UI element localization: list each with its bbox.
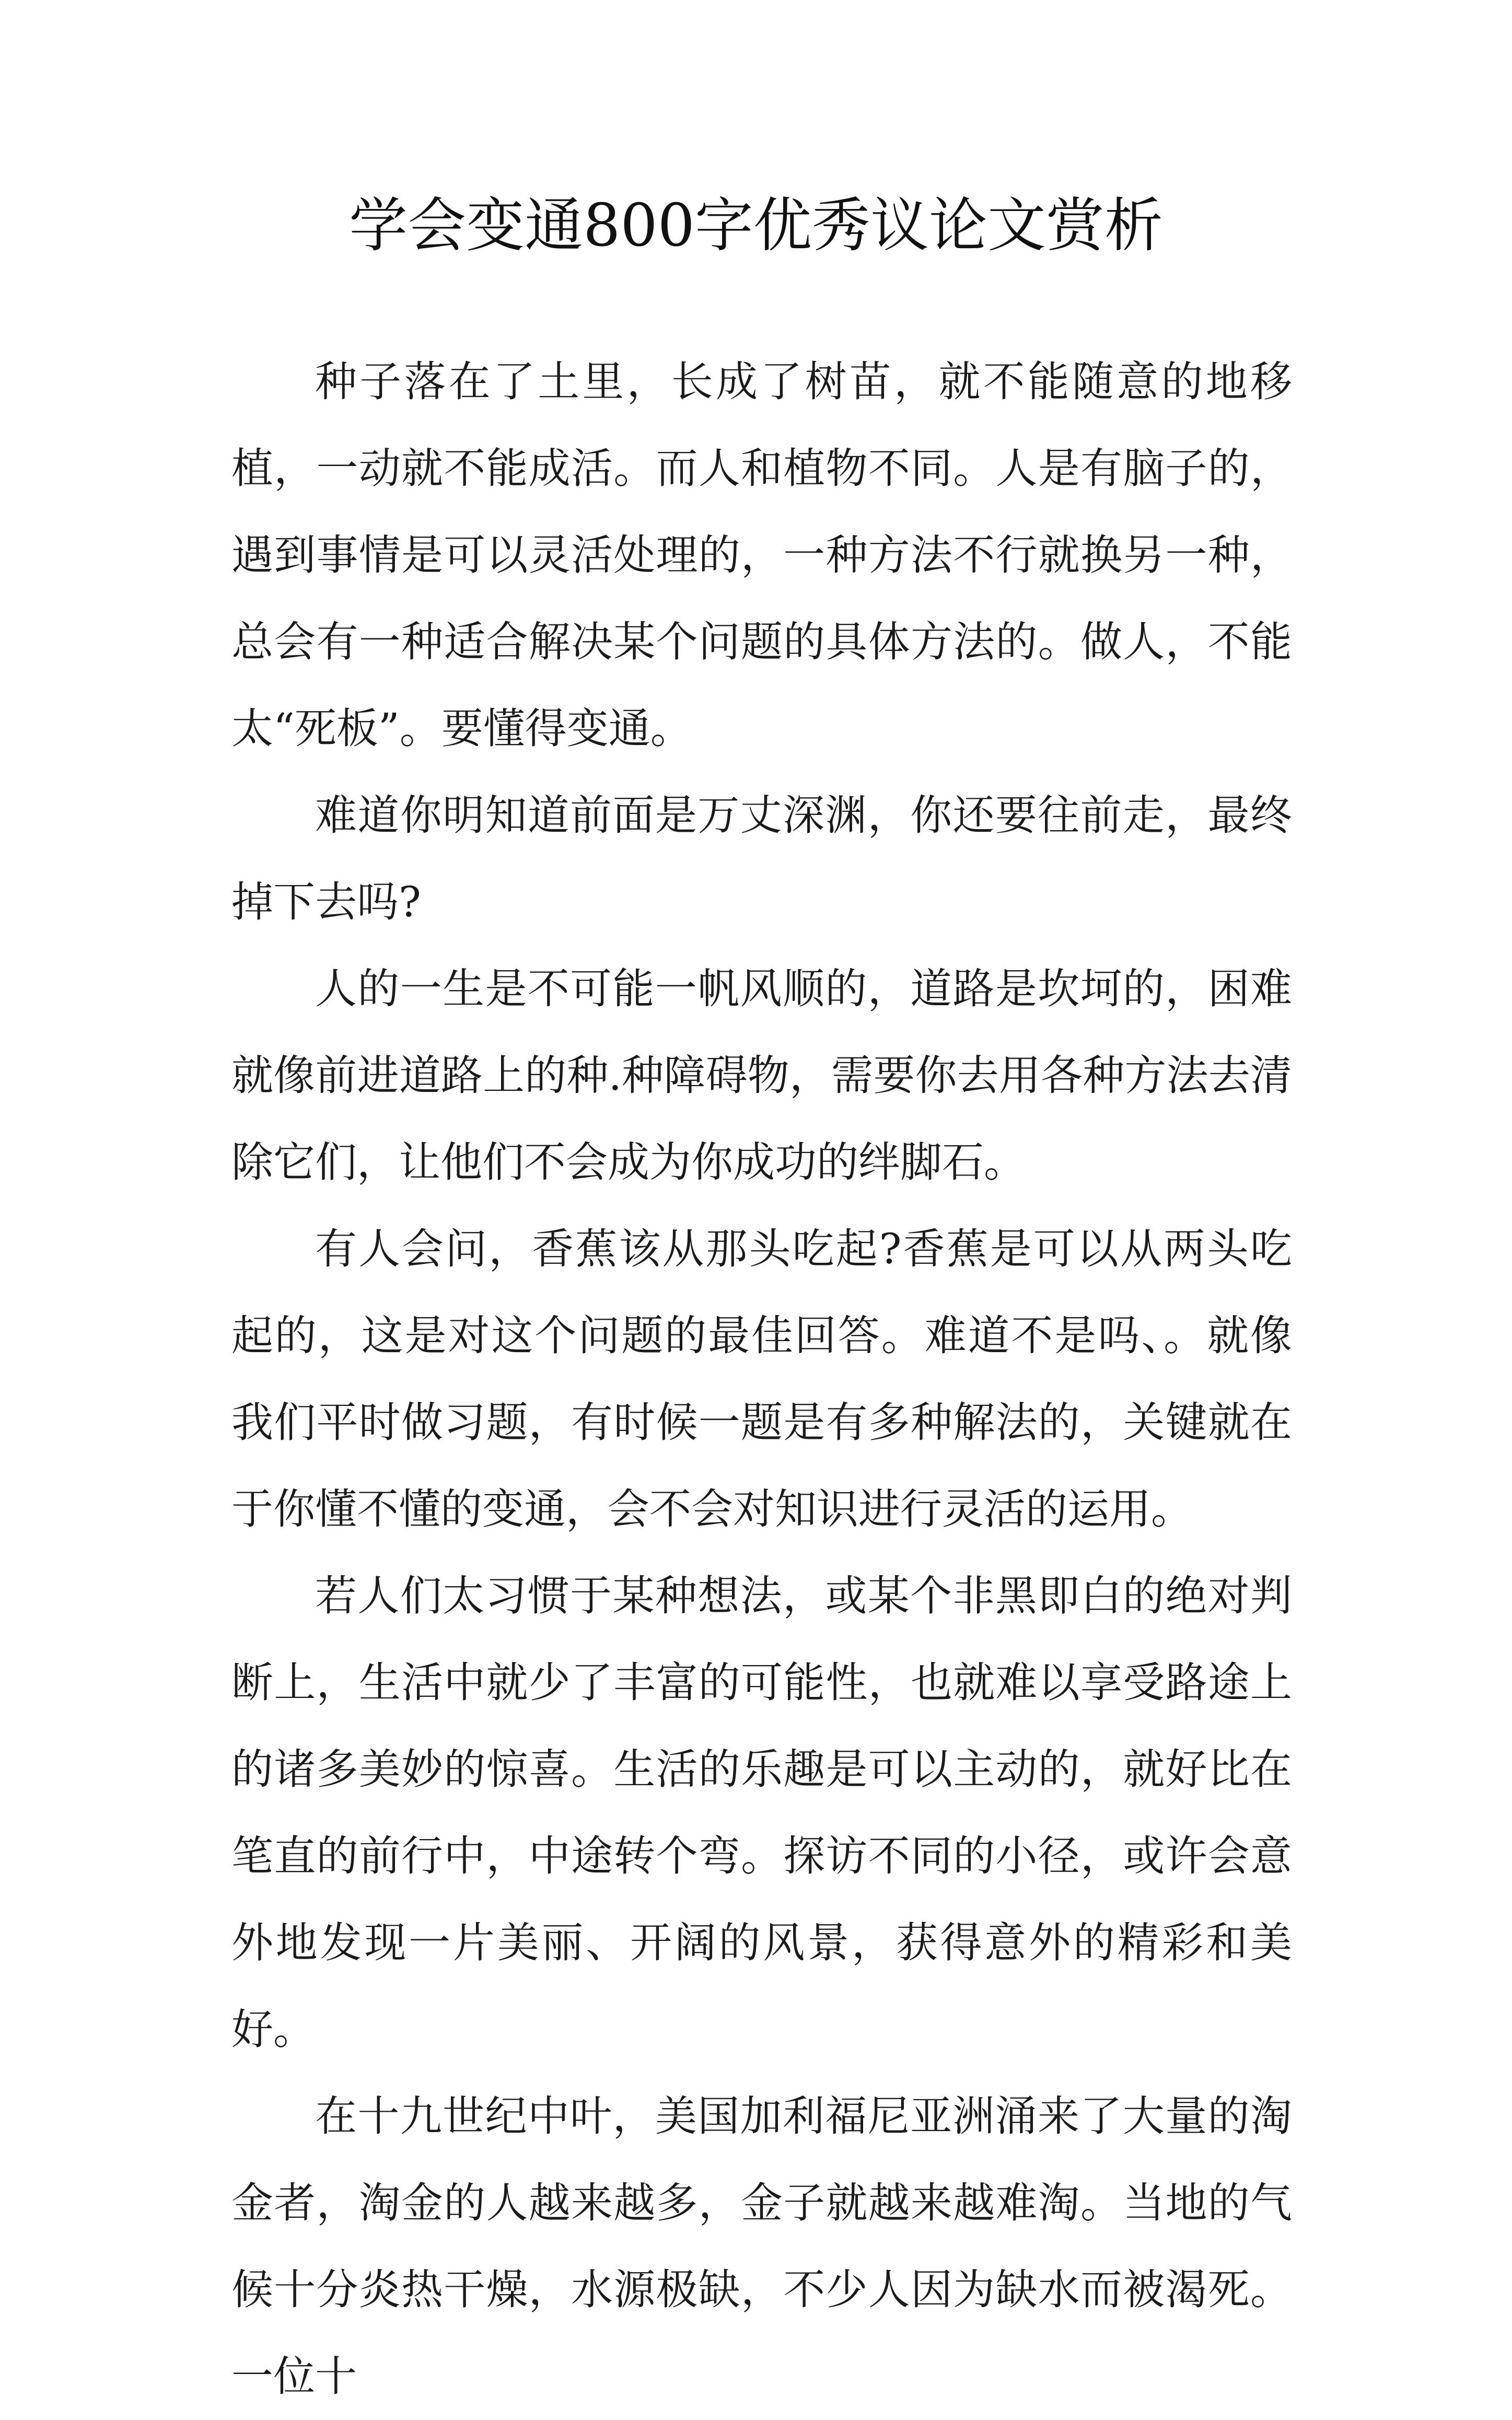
paragraph: 种子落在了土里，长成了树苗，就不能随意的地移植，一动就不能成活。而人和植物不同。人是有脑子的，遇到事情是可以灵活处理的，一种方法不行就换另一种，总会有一种适合解决某个问题的具体方法的。做人，不能太“死板”。要懂得变通。 xyxy=(231,357,1292,753)
document-title: 学会变通800字优秀议论文赏析 xyxy=(349,192,1163,260)
paragraph: 难道你明知道前面是万丈深渊，你还要往前走，最终掉下去吗? xyxy=(231,791,1292,926)
paragraph: 人的一生是不可能一帆风顺的，道路是坎坷的，困难就像前进道路上的种.种障碍物，需要你去用各种方法去清除它们，让他们不会成为你成功的绊脚石。 xyxy=(231,964,1292,1186)
paragraph: 有人会问，香蕉该从那头吃起?香蕉是可以从两头吃起的，这是对这个问题的最佳回答。难道不是吗、。就像我们平时做习题，有时候一题是有多种解法的，关键就在于你懂不懂的变通，会不会对知识进行灵活的运用。 xyxy=(231,1225,1292,1533)
paragraph: 在十九世纪中叶，美国加利福尼亚洲涌来了大量的淘金者，淘金的人越来越多，金子就越来越难淘。当地的气候十分炎热干燥，水源极缺，不少人因为缺水而被渴死。一位十 xyxy=(231,2092,1292,2401)
paragraph: 若人们太习惯于某种想法，或某个非黑即白的绝对判断上，生活中就少了丰富的可能性，也就难以享受路途上的诸多美妙的惊喜。生活的乐趣是可以主动的，就好比在笔直的前行中，中途转个弯。探访不同的小径，或许会意外地发现一片美丽、开阔的风景，获得意外的精彩和美好。 xyxy=(231,1572,1292,2054)
document-body xyxy=(231,339,1292,2420)
